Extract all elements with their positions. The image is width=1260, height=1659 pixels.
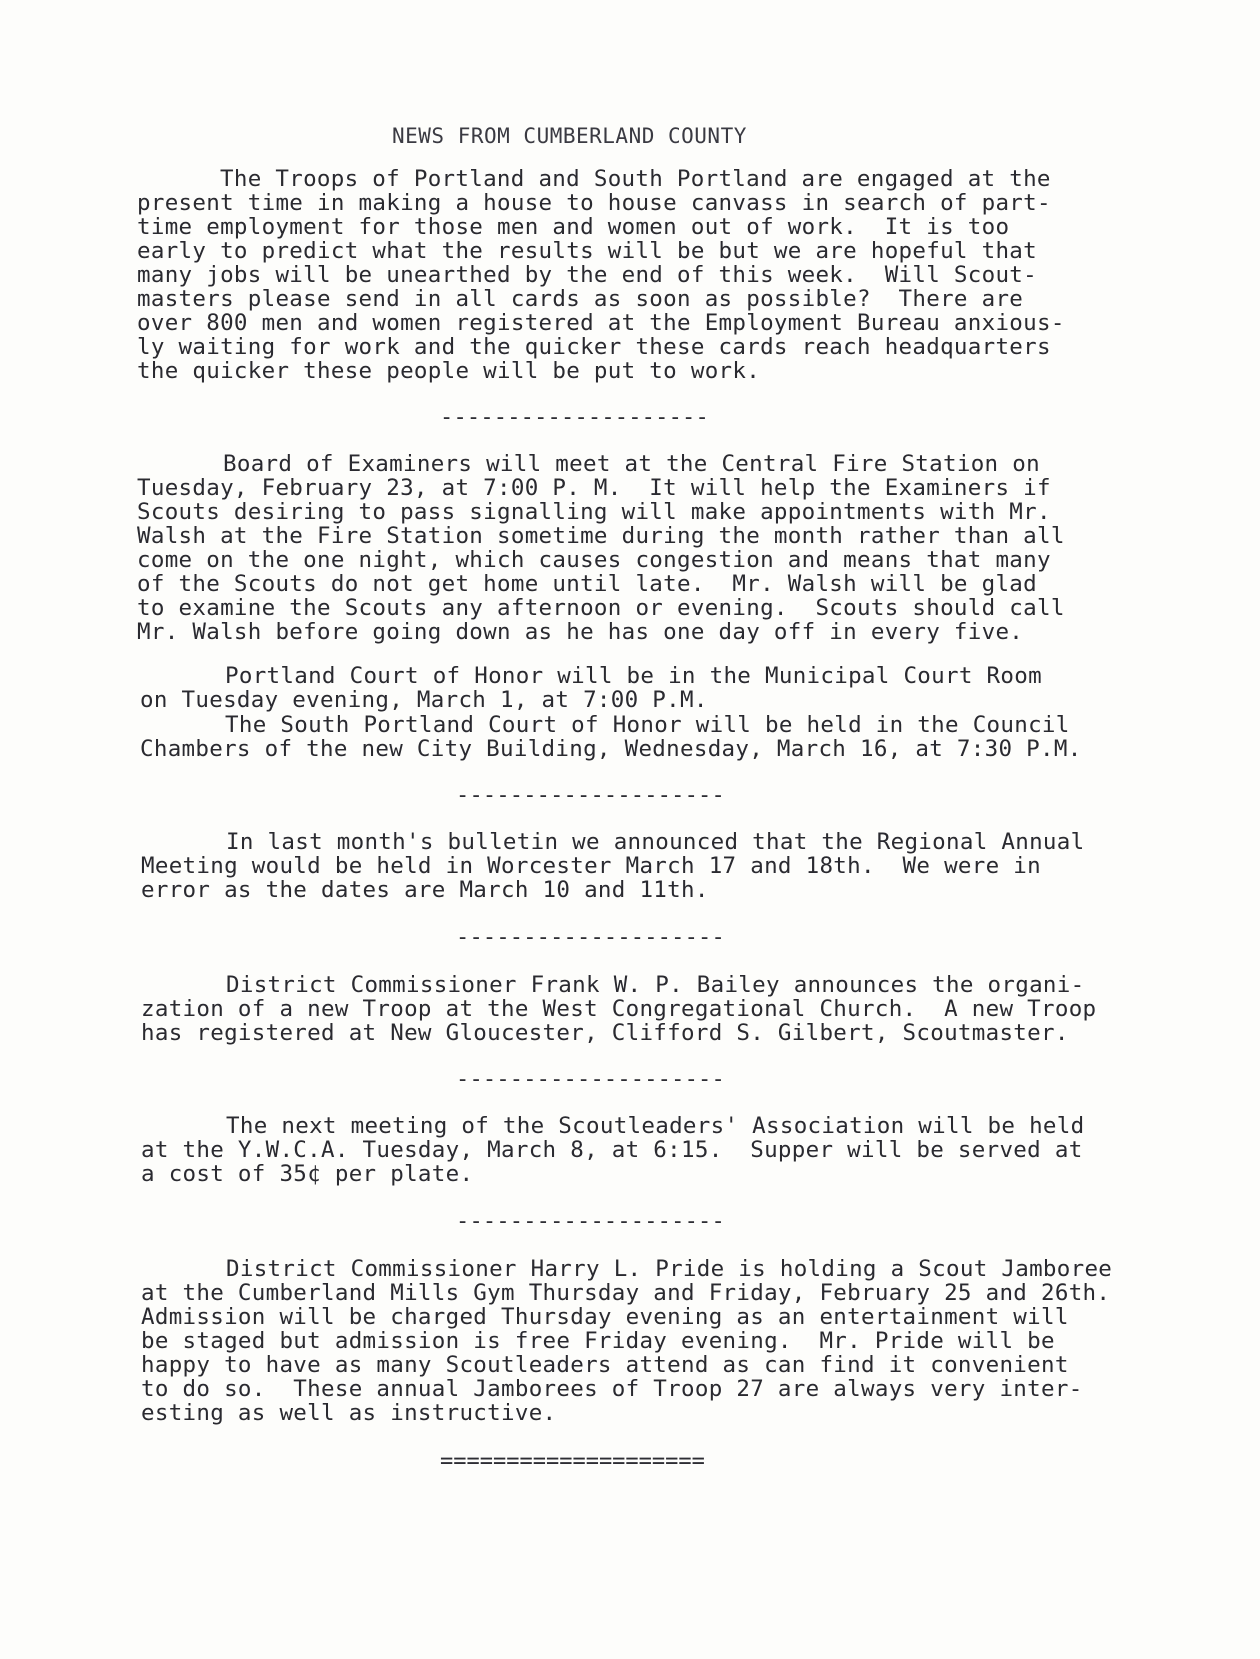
paragraph-line: Walsh at the Fire Station sometime during the month rather than all xyxy=(137,523,1065,549)
paragraph-line: come on the one night, which causes congestion and means that many xyxy=(137,547,1051,573)
paragraph-line: ly waiting for work and the quicker these cards reach headquarters xyxy=(137,334,1051,360)
paragraph-line: District Commissioner Frank W. P. Bailey announces the organi- xyxy=(226,972,1085,998)
paragraph-line: District Commissioner Harry L. Pride is holding a Scout Jamboree xyxy=(226,1256,1113,1282)
paragraph-line: has registered at New Gloucester, Clifford S. Gilbert, Scoutmaster. xyxy=(141,1020,1069,1046)
section-divider: -------------------- xyxy=(440,405,709,430)
paragraph-line: time employment for those men and women out of work. It is too xyxy=(137,214,1010,240)
paragraph-line: esting as well as instructive. xyxy=(141,1400,557,1426)
paragraph-line: In last month's bulletin we announced that the Regional Annual xyxy=(226,829,1085,855)
paragraph-line: early to predict what the results will be but we are hopeful that xyxy=(137,238,1037,264)
paragraph-line: a cost of 35¢ per plate. xyxy=(141,1161,474,1187)
paragraph-line: Meeting would be held in Worcester March 17 and 18th. We were in xyxy=(141,853,1041,879)
paragraph-line: Tuesday, February 23, at 7:00 P. M. It will help the Examiners if xyxy=(137,475,1051,501)
paragraph-line: many jobs will be unearthed by the end of this week. Will Scout- xyxy=(137,262,1037,288)
paragraph-line: Admission will be charged Thursday evening as an entertainment will xyxy=(141,1304,1069,1330)
section-divider: -------------------- xyxy=(456,925,725,950)
section-divider: -------------------- xyxy=(456,1067,725,1092)
section-divider: -------------------- xyxy=(456,783,725,808)
paragraph-line: at the Y.W.C.A. Tuesday, March 8, at 6:15. Supper will be served at xyxy=(141,1137,1083,1163)
paragraph-line: The Troops of Portland and South Portland are engaged at the xyxy=(220,166,1051,192)
paragraph-line: of the Scouts do not get home until late. Mr. Walsh will be glad xyxy=(137,571,1037,597)
end-divider: ==================== xyxy=(440,1449,705,1474)
paragraph-line: Board of Examiners will meet at the Central Fire Station on xyxy=(223,451,1040,477)
paragraph-line: The next meeting of the Scoutleaders' Association will be held xyxy=(226,1113,1085,1139)
paragraph-line: at the Cumberland Mills Gym Thursday and Friday, February 25 and 26th. xyxy=(141,1280,1111,1306)
paragraph-line: over 800 men and women registered at the Employment Bureau anxious- xyxy=(137,310,1065,336)
page-title: NEWS FROM CUMBERLAND COUNTY xyxy=(392,124,747,148)
paragraph-line: zation of a new Troop at the West Congregational Church. A new Troop xyxy=(141,996,1097,1022)
section-divider: -------------------- xyxy=(456,1209,725,1234)
paragraph-line: the quicker these people will be put to work. xyxy=(137,358,761,384)
paragraph-line: masters please send in all cards as soon as possible? There are xyxy=(137,286,1024,312)
paragraph-line: present time in making a house to house canvass in search of part- xyxy=(137,190,1051,216)
paragraph-line: to examine the Scouts any afternoon or evening. Scouts should call xyxy=(137,595,1065,621)
paragraph-line: Chambers of the new City Building, Wednesday, March 16, at 7:30 P.M. xyxy=(140,736,1082,762)
paragraph-line: happy to have as many Scoutleaders attend as can find it convenient xyxy=(141,1352,1069,1378)
paragraph-line: to do so. These annual Jamborees of Troop 27 are always very inter- xyxy=(141,1376,1083,1402)
paragraph-line: error as the dates are March 10 and 11th. xyxy=(141,877,709,903)
paragraph-line: Portland Court of Honor will be in the Municipal Court Room xyxy=(225,663,1042,689)
paragraph-line: be staged but admission is free Friday evening. Mr. Pride will be xyxy=(141,1328,1055,1354)
paragraph-line: Mr. Walsh before going down as he has one day off in every five. xyxy=(137,619,1024,645)
paragraph-line: on Tuesday evening, March 1, at 7:00 P.M. xyxy=(140,687,708,713)
paragraph-line: Scouts desiring to pass signalling will make appointments with Mr. xyxy=(137,499,1051,525)
paragraph-line: The South Portland Court of Honor will be held in the Council xyxy=(225,712,1070,738)
